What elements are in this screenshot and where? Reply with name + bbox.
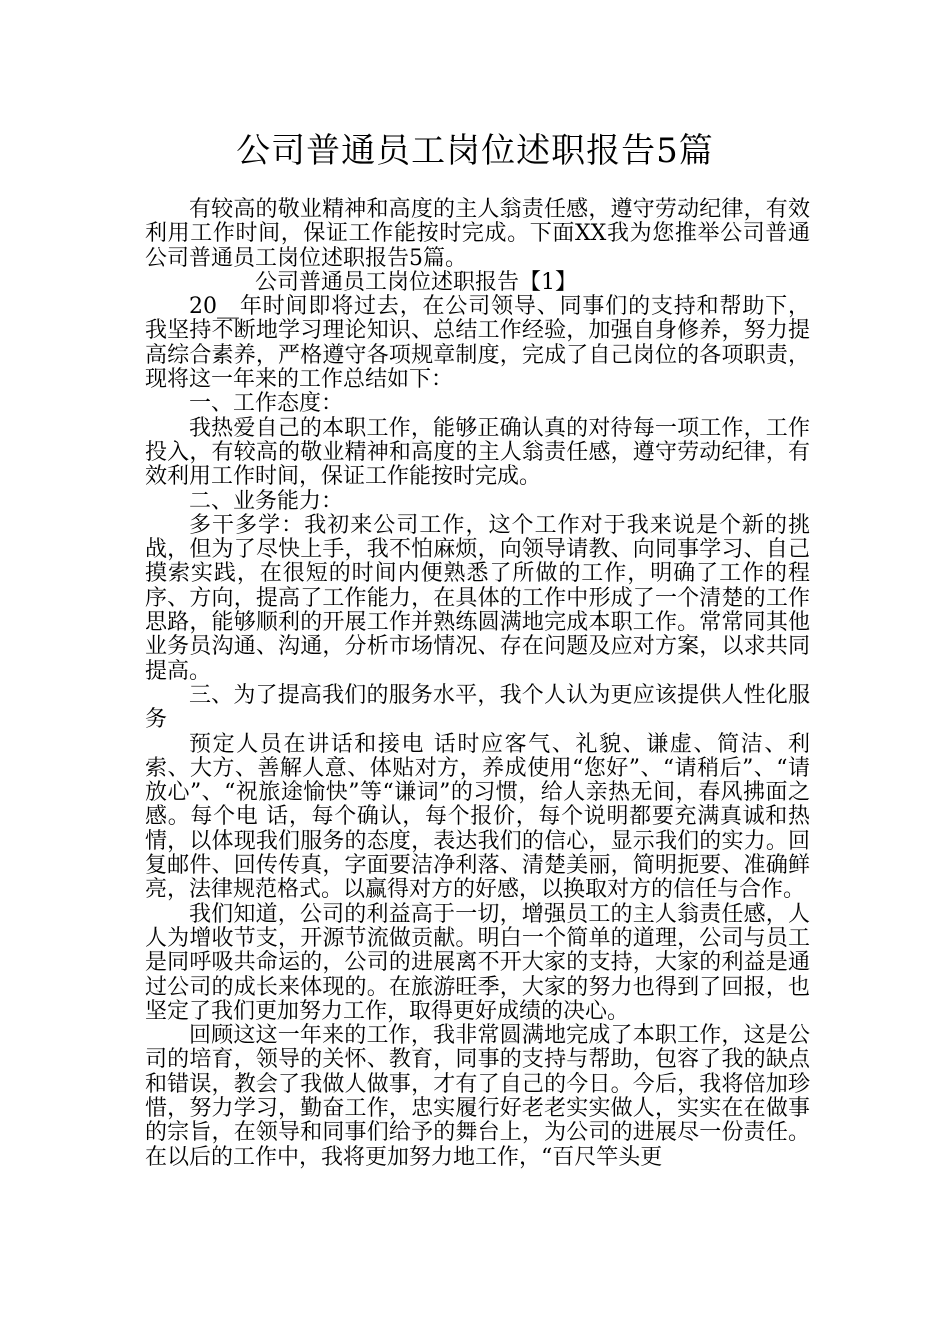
- section-heading-ability: 二、业务能力：: [189, 488, 344, 514]
- document-body: [145, 198, 810, 1170]
- company-interest-paragraph: 我们知道，公司的利益高于一切，增强员工的主人翁责任感，人人为增收节支，开源节流做贡献。明白一个简单的道理，公司与员工是同呼吸共命运的，公司的进展离不开大家的支持，大家的利益是通过公司的成长来体现的。在旅游旺季，大家的努力也得到了回报，也坚定了我们更加努力工作，取得更好成绩的决心。: [145, 901, 810, 1024]
- attitude-paragraph: 我热爱自己的本职工作，能够正确认真的对待每一项工作，工作投入，有较高的敬业精神和高度的主人翁责任感，遵守劳动纪律，有效利用工作时间，保证工作能按时完成。: [145, 415, 810, 490]
- section-heading-service: 三、为了提高我们的服务水平，我个人认为更应该提供人性化服务: [145, 682, 810, 733]
- intro-paragraph: 有较高的敬业精神和高度的主人翁责任感，遵守劳动纪律，有效利用工作时间，保证工作能按时完成。下面XX我为您推举公司普通公司普通员工岗位述职报告5篇。: [145, 197, 810, 271]
- ability-paragraph: 多干多学：我初来公司工作，这个工作对于我来说是个新的挑战，但为了尽快上手，我不怕麻烦，向领导请教、向同事学习、自己摸索实践，在很短的时间内便熟悉了所做的工作，明确了工作的程序、方向，提高了工作能力，在具体的工作中形成了一个清楚的工作思路，能够顺利的开展工作并熟练圆满地完成本职工作。常常同其他业务员沟通、沟通，分析市场情况、存在问题及应对方案，以求共同提高。: [145, 512, 810, 684]
- section-heading-attitude: 一、工作态度：: [189, 391, 344, 417]
- review-paragraph: 回顾这这一年来的工作，我非常圆满地完成了本职工作，这是公司的培育，领导的关怀、教育，同事的支持与帮助，包容了我的缺点和错误，教会了我做人做事，才有了自己的今日。今后，我将倍加珍惜，努力学习，勤奋工作，忠实履行好老老实实做人，实实在在做事的宗旨，在领导和同事们给予的舞台上，为公司的进展尽一份责任。在以后的工作中，我将更加努力地工作，“百尺竿头更: [145, 1023, 810, 1170]
- opening-paragraph: 20__年时间即将过去，在公司领导、同事们的支持和帮助下，我坚持不断地学习理论知识、总结工作经验，加强自身修养，努力提高综合素养，严格遵守各项规章制度，完成了自己岗位的各项职责，现将这一年来的工作总结如下：: [145, 294, 810, 393]
- service-paragraph: 预定人员在讲话和接电 话时应客气、礼貌、谦虚、简洁、利索、大方、善解人意、体贴对方，养成使用“您好”、“请稍后”、“请放心”、“祝旅途愉快”等“谦词”的习惯，给人亲热无间，春风拂面之感。每个电 话，每个确认，每个报价，每个说明都要充满真诚和热情，以体现我们服务的态度，表达我们的信心，显示我们的实力。回复邮件、回传传真，字面要洁净利落、清楚美丽，简明扼要、准确鲜亮，法律规范格式。以赢得对方的好感，以换取对方的信任与合作。: [145, 731, 810, 903]
- document-title: 公司普通员工岗位述职报告5篇: [236, 131, 714, 171]
- report-subheading: 公司普通员工岗位述职报告【1】: [255, 269, 577, 295]
